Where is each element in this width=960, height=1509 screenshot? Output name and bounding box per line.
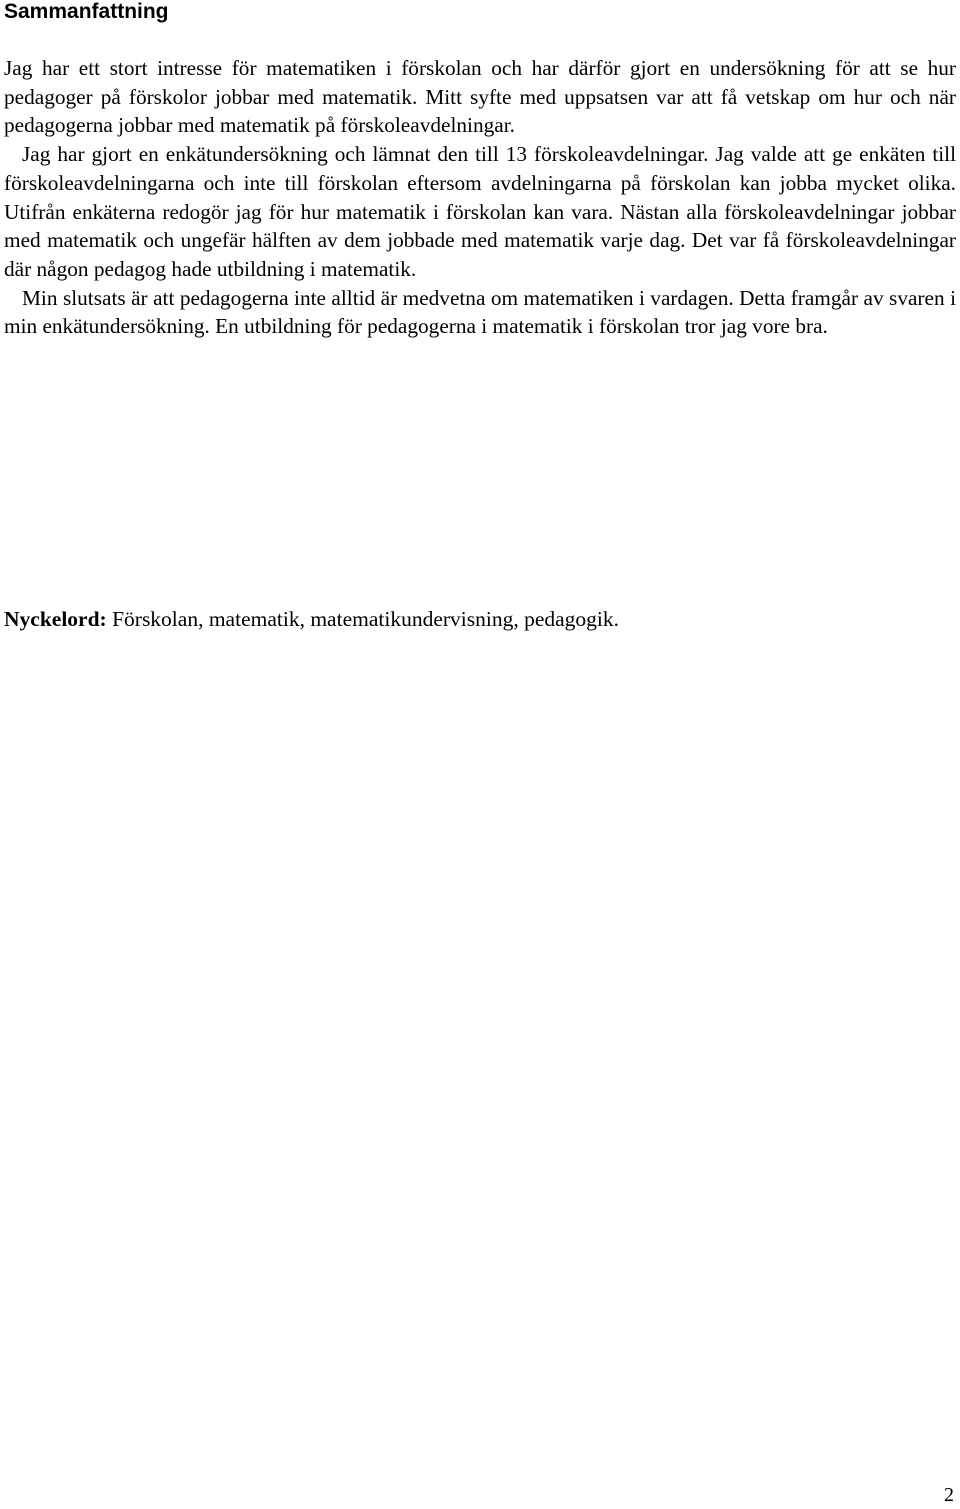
- section-heading: Sammanfattning: [4, 0, 169, 23]
- summary-paragraph-2: Jag har gjort en enkätundersökning och lämnat den till 13 förskoleavdelningar. Jag valde att ge enkäten till förskoleavdelningarna och inte till förskolan eftersom avdelningarna på förskolan kan jobba mycket olika. Utifrån enkäterna redogör jag för hur matematik i förskolan kan vara. Nästan alla förskoleavdelningar jobbar med matematik och ungefär hälften av dem jobbade med matematik varje dag. Det var få förskoleavdelningar där någon pedagog hade utbildning i matematik.: [4, 142, 956, 281]
- keywords-list: Förskolan, matematik, matematikundervisning, pedagogik.: [112, 607, 620, 631]
- page-number: 2: [944, 1484, 954, 1506]
- keywords-line: [4, 604, 619, 634]
- keywords-label: Nyckelord:: [4, 607, 107, 631]
- summary-paragraph-1: Jag har ett stort intresse för matematiken i förskolan och har därför gjort en undersökning för att se hur pedagoger på förskolor jobbar med matematik. Mitt syfte med uppsatsen var att få vetskap om hur och när pedagogerna jobbar med matematik på förskoleavdelningar.: [4, 56, 956, 138]
- summary-paragraph-3: Min slutsats är att pedagogerna inte alltid är medvetna om matematiken i vardagen. Detta framgår av svaren i min enkätundersökning. En utbildning för pedagogerna i matematik i förskolan tror jag vore bra.: [4, 285, 956, 339]
- summary-body: [4, 54, 956, 341]
